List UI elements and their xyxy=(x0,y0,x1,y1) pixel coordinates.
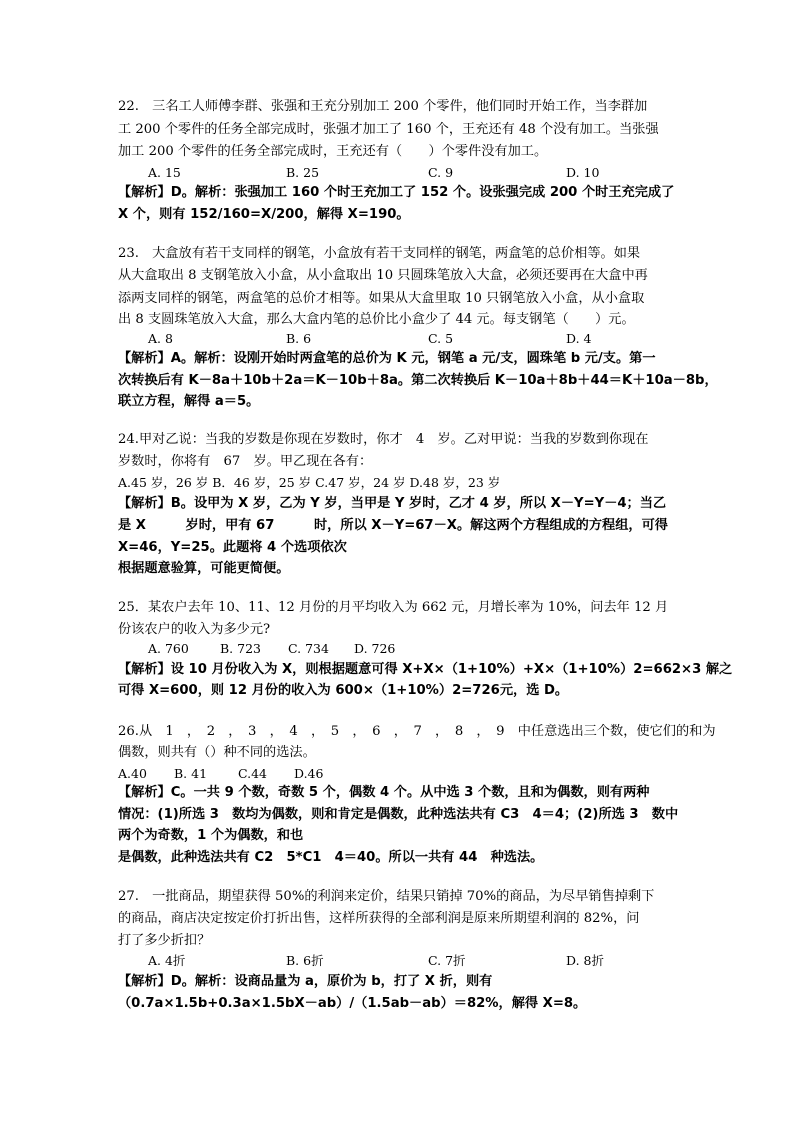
q22-text-line-1: 22. 三名工人师傅李群、张强和王充分别加工 200 个零件，他们同时开始工作，当李群加 xyxy=(118,99,648,114)
q26-analysis-line-1: 【解析】C。一共 9 个数，奇数 5 个，偶数 4 个。从中选 3 个数，且和为偶数，则有两种 xyxy=(118,785,650,800)
q22-option-a: A. 15 xyxy=(148,165,181,180)
q27-option-b: B. 6折 xyxy=(286,953,324,968)
q27-option-a: A. 4折 xyxy=(148,953,186,968)
q24-analysis-line-3: X=46，Y=25。此题将 4 个选项依次 xyxy=(118,540,347,555)
q23-option-a: A. 8 xyxy=(148,331,173,346)
q24-analysis-line-4: 根据题意验算，可能更简便。 xyxy=(118,561,290,576)
q23-analysis-line-3: 联立方程，解得 a＝5。 xyxy=(118,394,260,409)
q27-analysis-line-2: （0.7a×1.5b+0.3a×1.5bX－ab）/（1.5ab－ab）＝82%，解得 X=8。 xyxy=(118,996,587,1011)
q25-text-line-1: 25．某农户去年 10、11、12 月份的月平均收入为 662 元，月增长率为 10%，问去年 12 月 xyxy=(118,600,669,615)
q24-options: A.45 岁，26 岁 B．46 岁，25 岁 C.47 岁，24 岁 D.48 岁，23 岁 xyxy=(118,475,501,490)
q25-option-b: B. 723 xyxy=(220,641,261,656)
q27-analysis-line-1: 【解析】D。解析：设商品量为 a，原价为 b，打了 X 折，则有 xyxy=(118,974,493,989)
q25-option-a: A. 760 xyxy=(148,641,189,656)
q23-text-line-4: 出 8 支圆珠笔放入大盒，那么大盒内笔的总价比小盒少了 44 元。每支钢笔（ ）元。 xyxy=(118,312,635,327)
q22-analysis-line-2: X 个，则有 152/160=X/200，解得 X=190。 xyxy=(118,207,410,222)
q23-text-line-3: 添两支同样的钢笔，两盒笔的总价才相等。如果从大盒里取 10 只钢笔放入小盒，从小盒取 xyxy=(118,291,645,306)
q24-analysis-line-1: 【解析】B。设甲为 X 岁，乙为 Y 岁，当甲是 Y 岁时，乙才 4 岁，所以 X－Y=Y－4；当乙 xyxy=(118,496,667,511)
q25-text-line-2: 份该农户的收入为多少元? xyxy=(118,622,271,637)
q27-option-d: D. 8折 xyxy=(566,953,604,968)
q25-analysis-line-2: 可得 X=600，则 12 月份的收入为 600×（1+10%）2=726元，选 D。 xyxy=(118,683,569,698)
q22-option-b: B. 25 xyxy=(286,165,320,180)
q23-text-line-1: 23. 大盒放有若干支同样的钢笔，小盒放有若干支同样的钢笔，两盒笔的总价相等。如果 xyxy=(118,246,641,261)
q27-text-line-1: 27. 一批商品，期望获得 50%的利润来定价，结果只销掉 70%的商品，为尽早销售掉剩下 xyxy=(118,889,655,904)
q23-option-b: B. 6 xyxy=(286,331,312,346)
q26-option-b: B. 41 xyxy=(174,766,208,781)
q26-analysis-line-2: 情况：(1)所选 3 数均为偶数，则和肯定是偶数，此种选法共有 C3 4＝4；(2)所选 3 数中 xyxy=(118,807,679,822)
q22-text-line-3: 加工 200 个零件的任务全部完成时，王充还有（ ）个零件没有加工。 xyxy=(118,144,548,159)
q22-analysis-line-1: 【解析】D。解析：张强加工 160 个时王充加工了 152 个。设张强完成 200 个时王充完成了 xyxy=(118,185,675,200)
q24-analysis-line-2: 是 X 岁时，甲有 67 时，所以 X－Y=67－X。解这两个方程组成的方程组，可得 xyxy=(118,518,668,533)
q23-analysis-line-1: 【解析】A。解析：设刚开始时两盒笔的总价为 K 元，钢笔 a 元/支，圆珠笔 b 元/支。第一 xyxy=(118,351,656,366)
q26-text-line-2: 偶数，则共有（）种不同的选法。 xyxy=(118,745,316,760)
q23-analysis-line-2: 次转换后有 K－8a＋10b＋2a＝K－10b＋8a。第二次转换后 K－10a＋8b＋44＝K＋10a－8b， xyxy=(118,373,718,388)
q23-text-line-2: 从大盒取出 8 支钢笔放入小盒，从小盒取出 10 只圆珠笔放入大盒，必须还要再在大盒中再 xyxy=(118,268,648,283)
q26-analysis-line-4: 是偶数，此种选法共有 C2 5*C1 4＝40。所以一共有 44 种选法。 xyxy=(118,850,544,865)
q27-text-line-3: 打了多少折扣？ xyxy=(118,933,211,948)
q27-option-c: C. 7折 xyxy=(428,953,466,968)
q22-text-line-2: 工 200 个零件的任务全部完成时，张强才加工了 160 个，王充还有 48 个没有加工。当张强 xyxy=(118,122,659,137)
q23-option-d: D. 4 xyxy=(566,331,592,346)
q24-text-line-1: 24.甲对乙说：当我的岁数是你现在岁数时，你才 4 岁。乙对甲说：当我的岁数到你现在 xyxy=(118,432,649,447)
q25-option-d: D. 726 xyxy=(354,641,396,656)
q22-option-c: C. 9 xyxy=(428,165,454,180)
q24-text-line-2: 岁数时，你将有 67 岁。甲乙现在各有： xyxy=(118,454,373,469)
q22-option-d: D. 10 xyxy=(566,165,600,180)
q26-option-c: C.44 xyxy=(238,766,267,781)
q25-option-c: C. 734 xyxy=(288,641,329,656)
q25-analysis-line-1: 【解析】设 10 月份收入为 X，则根据题意可得 X+X×（1+10%）+X×（1+10%）2=662×3 解之 xyxy=(118,662,733,677)
q26-option-a: A.40 xyxy=(118,766,147,781)
q23-option-c: C. 5 xyxy=(428,331,454,346)
q26-option-d: D.46 xyxy=(294,766,324,781)
q27-text-line-2: 的商品，商店决定按定价打折出售，这样所获得的全部利润是原来所期望利润的 82%，问 xyxy=(118,911,640,926)
q26-text-line-1: 26.从 1 ， 2 ， 3 ， 4 ， 5 ， 6 ， 7 ， 8 ， 9 中任意选出三个数，使它们的和为 xyxy=(118,724,716,739)
q26-analysis-line-3: 两个为奇数，1 个为偶数，和也 xyxy=(118,828,304,843)
